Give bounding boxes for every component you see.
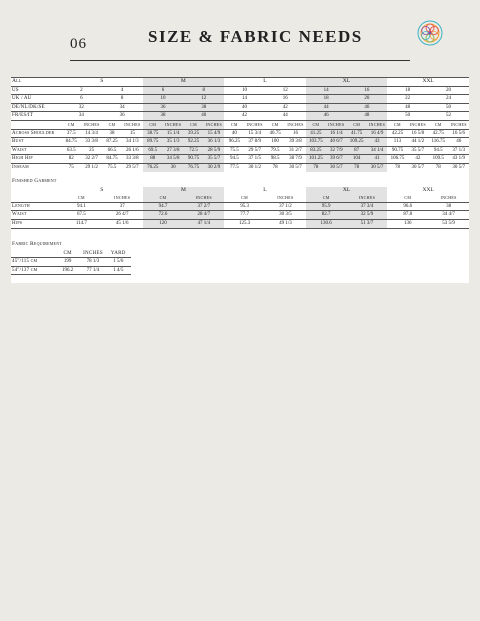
table-cell: 94.7 (143, 202, 184, 211)
table-cell: 16 1/4 (326, 129, 346, 138)
table-cell: 30 5/7 (448, 163, 469, 171)
table-cell: 18 (387, 86, 428, 95)
unit-header: CM (67, 121, 75, 127)
table-cell: 30 5/7 (367, 163, 387, 171)
table-row (11, 138, 469, 147)
table-cell: 38.75 (143, 129, 163, 138)
row-label (11, 120, 61, 129)
table-cell: 30 5/7 (326, 163, 346, 171)
table-cell: 34 (61, 112, 102, 121)
table-row (11, 86, 469, 95)
table-cell: 116.75 (428, 138, 448, 147)
unit-header: INCHES (163, 120, 183, 129)
table-cell: 42 (408, 155, 428, 164)
table-cell: 109.25 (346, 138, 366, 147)
table-cell: 20 (428, 86, 469, 95)
row-label: Waist (11, 211, 61, 220)
table-cell: 1 4/5 (106, 266, 131, 275)
unit-header: CM (143, 120, 163, 129)
table-cell: 113 (387, 138, 407, 147)
table-cell: 75.5 (224, 146, 244, 155)
table-cell: 28 5/9 (204, 146, 224, 155)
table-cell: 40 (224, 103, 265, 112)
table-cell: 15 1/4 (163, 129, 183, 138)
table-cell: 14 (224, 95, 265, 104)
table-cell: 125.3 (224, 219, 265, 228)
table-cell: 95.3 (224, 202, 265, 211)
table-cell: 30 5/7 (285, 163, 305, 171)
table-cell: 50 (387, 112, 428, 121)
fabric-requirement-heading: Fabric Requirement (12, 240, 62, 247)
size-group-header: M (143, 187, 225, 195)
table-cell: 44 (265, 112, 306, 121)
table-cell: 46 (346, 103, 387, 112)
row-label (11, 194, 61, 202)
size-group-header: XXL (422, 186, 434, 193)
table-cell: 34 1/4 (367, 146, 387, 155)
table-cell: 10 (143, 95, 184, 104)
table-cell: 8 (183, 86, 224, 95)
table-cell: 35 5/7 (408, 146, 428, 155)
table-cell: 41.25 (306, 129, 326, 138)
table-cell: 30 (163, 163, 183, 171)
table-cell: 30 3/5 (265, 211, 306, 220)
unit-header: CM (306, 194, 347, 202)
table-cell: 87 (346, 146, 366, 155)
table-cell: 84.75 (61, 138, 81, 147)
table-cell: 90.75 (183, 155, 203, 164)
table-cell: 30 1/2 (245, 163, 265, 171)
table-cell: 10 (224, 86, 265, 95)
table-cell: 42 (224, 112, 265, 121)
row-label: 45"/115 cm (11, 258, 55, 267)
table-cell: 4 (102, 86, 143, 95)
table-cell: 78 1/3 (80, 258, 105, 267)
table-cell: 77.7 (224, 211, 265, 220)
table-cell: 20 (346, 95, 387, 104)
fabric-requirement-table (11, 250, 131, 276)
table-cell: 50 (428, 103, 469, 112)
table-cell: 79.5 (265, 146, 285, 155)
table-cell: 29 5/7 (122, 163, 142, 171)
table-cell: 95.9 (306, 202, 347, 211)
table-cell: 89.75 (143, 138, 163, 147)
table-cell: 37 2/7 (183, 202, 224, 211)
table-cell: 29 1/2 (81, 163, 101, 171)
table-cell: 42.25 (387, 129, 407, 138)
row-label: FR/ES/IT (11, 112, 61, 121)
table-cell: 40.75 (265, 129, 285, 138)
row-label: Hips (11, 219, 61, 228)
table-cell: 35 1/3 (163, 138, 183, 147)
size-group-header: M (143, 78, 225, 87)
table-cell: 69.5 (143, 146, 163, 155)
table-row (11, 266, 131, 275)
unit-header: INCHES (450, 121, 467, 127)
unit-header: INCHES (183, 194, 224, 202)
table-cell: 29 5/7 (245, 146, 265, 155)
table-cell: 27 3/8 (163, 146, 183, 155)
table-cell: 52 (428, 112, 469, 121)
unit-header: CM (61, 194, 102, 202)
table-cell: 15 (122, 129, 142, 138)
table-row (11, 211, 469, 220)
unit-header: INCHES (204, 120, 224, 129)
unit-header: CM (230, 121, 238, 127)
table-cell: 40 6/7 (326, 138, 346, 147)
table-cell: 109.5 (428, 155, 448, 164)
table-cell: 37 1/5 (245, 155, 265, 164)
table-cell: 31 2/7 (285, 146, 305, 155)
table-cell: 78 (428, 163, 448, 171)
table-cell: 38 (143, 112, 184, 121)
table-cell: 77.5 (224, 163, 244, 171)
table-cell: 130.6 (306, 219, 347, 228)
unit-header: INCHES (428, 194, 469, 202)
size-group-header: S (100, 186, 104, 193)
unit-header: CM (143, 194, 184, 202)
table-cell: 14 (306, 86, 347, 95)
table-cell: 37 8/9 (245, 138, 265, 147)
table-cell: 51 3/7 (347, 219, 388, 228)
table-row (11, 103, 469, 112)
table-cell: 1 5/6 (106, 258, 131, 267)
table-cell: 34 1/3 (122, 138, 142, 147)
size-group-header: XL (306, 78, 388, 87)
table-cell: 36 (102, 112, 143, 121)
unit-header: INCHES (347, 194, 388, 202)
row-label: 54"/137 cm (11, 266, 55, 275)
table-cell: 76.75 (183, 163, 203, 171)
table-cell: 98.5 (265, 155, 285, 164)
table-cell: 76.25 (143, 163, 163, 171)
unit-header: CM (346, 120, 366, 129)
unit-header: INCHES (80, 250, 105, 258)
title-divider (70, 60, 410, 61)
table-cell: 16 (346, 86, 387, 95)
size-group-header: L (224, 78, 306, 87)
unit-header: CM (183, 120, 203, 129)
table-cell: 15 3/4 (245, 129, 265, 138)
table-cell: 88 (143, 155, 163, 164)
table-cell: 32 5/9 (347, 211, 388, 220)
table-cell: 25 (81, 146, 101, 155)
table-cell: 37.5 (61, 129, 81, 138)
table-cell: 78 (265, 163, 285, 171)
unit-header: CM (434, 121, 442, 127)
size-group-header: L (263, 186, 267, 193)
finished-garment-heading: Finished Garment (12, 177, 57, 184)
size-group-header-row (11, 187, 469, 195)
table-cell: 78 (306, 163, 326, 171)
unit-header: CM (271, 121, 279, 127)
mandala-logo-icon (417, 20, 443, 46)
table-cell: 66.5 (102, 146, 122, 155)
table-cell: 37 (102, 202, 143, 211)
unit-header: INCHES (102, 194, 143, 202)
row-label: Bust (11, 138, 61, 147)
table-cell: 44 (306, 103, 347, 112)
table-cell: 96.25 (224, 138, 244, 147)
table-cell: 87.8 (387, 211, 428, 220)
table-cell: 106.75 (387, 155, 407, 164)
table-cell: 38 7/9 (285, 155, 305, 164)
table-row (11, 258, 131, 267)
table-cell: 34 (102, 103, 143, 112)
table-cell: 72.6 (143, 211, 184, 220)
unit-header: INCHES (246, 121, 263, 127)
table-cell: 196.2 (55, 266, 80, 275)
table-row (11, 155, 469, 164)
row-label (11, 250, 55, 258)
table-cell: 32 (61, 103, 102, 112)
table-cell: 34 4/7 (428, 211, 469, 220)
unit-header: CM (306, 120, 326, 129)
unit-header: INCHES (287, 121, 304, 127)
row-label: UK / AU (11, 95, 61, 104)
table-cell: 63.5 (61, 146, 81, 155)
table-cell: 14 3/4 (81, 129, 101, 138)
table-cell: 39 6/7 (326, 155, 346, 164)
table-cell: 44 1/2 (408, 138, 428, 147)
table-cell: 45 1/6 (102, 219, 143, 228)
table-cell: 2 (61, 86, 102, 95)
table-cell: 41 (367, 155, 387, 164)
table-cell: 84.75 (102, 155, 122, 164)
table-cell: 39 3/8 (285, 138, 305, 147)
table-cell: 40 (183, 112, 224, 121)
table-cell: 8 (102, 95, 143, 104)
table-cell: 37 1/3 (448, 146, 469, 155)
table-cell: 24 (428, 95, 469, 104)
table-cell: 43 1/9 (448, 155, 469, 164)
unit-header: INCHES (124, 121, 141, 127)
table-cell: 42.75 (428, 129, 448, 138)
table-cell: 136 (387, 219, 428, 228)
row-label: All (11, 78, 61, 87)
table-cell: 37 1/2 (265, 202, 306, 211)
page-title: SIZE & FABRIC NEEDS (148, 27, 363, 46)
table-row (11, 95, 469, 104)
table-cell: 83.25 (306, 146, 326, 155)
table-cell: 92.25 (183, 138, 203, 147)
row-label (11, 187, 61, 195)
table-cell: 96.6 (387, 202, 428, 211)
table-cell: 12 (183, 95, 224, 104)
table-cell: 90.75 (387, 146, 407, 155)
table-cell: 6 (61, 95, 102, 104)
table-cell: 30 5/7 (408, 163, 428, 171)
table-cell: 82 (61, 155, 81, 164)
table-cell: 40 (224, 129, 244, 138)
size-chart-sheet (11, 77, 469, 283)
table-cell: 100 (265, 138, 285, 147)
table-cell: 42 (265, 103, 306, 112)
unit-header-row (11, 250, 131, 258)
table-cell: 34 5/8 (163, 155, 183, 164)
unit-header: YARD (106, 250, 131, 258)
table-row (11, 163, 469, 171)
size-group-header-row (11, 78, 469, 87)
table-cell: 16 (285, 129, 305, 138)
table-cell: 49 1/3 (265, 219, 306, 228)
table-cell: 38 (102, 129, 122, 138)
table-cell: 114.7 (61, 219, 102, 228)
table-cell: 26 4/7 (102, 211, 143, 220)
table-cell: 38 (183, 103, 224, 112)
table-row (11, 146, 469, 155)
table-cell: 199 (55, 258, 80, 267)
unit-header: INCHES (409, 121, 426, 127)
size-group-header: S (61, 78, 143, 87)
row-label: High Hip (11, 155, 61, 164)
table-cell: 78 (387, 163, 407, 171)
table-cell: 77 1/4 (80, 266, 105, 275)
page-number: 06 (70, 36, 87, 52)
table-cell: 120 (143, 219, 184, 228)
size-group-header: XL (306, 187, 388, 195)
table-cell: 16 5/8 (408, 129, 428, 138)
table-cell: 16 4/9 (367, 129, 387, 138)
unit-header: CM (55, 250, 80, 258)
table-cell: 26 1/6 (122, 146, 142, 155)
unit-header: INCHES (367, 120, 387, 129)
table-cell: 101.25 (306, 155, 326, 164)
table-cell: 67.5 (61, 211, 102, 220)
table-cell: 18 (306, 95, 347, 104)
table-cell: 36 (143, 103, 184, 112)
table-cell: 43 (367, 138, 387, 147)
table-cell: 37 3/4 (347, 202, 388, 211)
table-cell: 35 5/7 (204, 155, 224, 164)
table-cell: 46 (306, 112, 347, 121)
row-label: Inseam (11, 163, 61, 171)
table-row (11, 202, 469, 211)
table-cell: 38 (428, 202, 469, 211)
row-label: Length (11, 202, 61, 211)
unit-header: CM (108, 121, 116, 127)
table-cell: 47 1/4 (183, 219, 224, 228)
unit-header: INCHES (265, 194, 306, 202)
table-cell: 15 4/9 (204, 129, 224, 138)
row-label: DE/NL/DK/SE (11, 103, 61, 112)
table-cell: 6 (143, 86, 184, 95)
table-cell: 87.25 (102, 138, 122, 147)
unit-header: CM (224, 194, 265, 202)
table-cell: 48 (387, 103, 428, 112)
table-cell: 75.5 (102, 163, 122, 171)
table-cell: 36 1/3 (204, 138, 224, 147)
unit-header: INCHES (83, 121, 100, 127)
row-label: Waist (11, 146, 61, 155)
table-cell: 94.5 (224, 155, 244, 164)
table-cell: 30 2/9 (204, 163, 224, 171)
unit-header-row (11, 120, 469, 129)
table-cell: 104 (346, 155, 366, 164)
table-cell: 33 3/8 (81, 138, 101, 147)
row-label: US (11, 86, 61, 95)
table-cell: 16 5/6 (448, 129, 469, 138)
table-cell: 94.1 (61, 202, 102, 211)
unit-header: CM (387, 194, 428, 202)
table-cell: 82.7 (306, 211, 347, 220)
unit-header-row (11, 194, 469, 202)
table-cell: 32 2/7 (81, 155, 101, 164)
table-row (11, 112, 469, 121)
unit-header: CM (394, 121, 401, 127)
table-cell: 41.75 (346, 129, 366, 138)
table-row (11, 219, 469, 228)
table-cell: 46 (448, 138, 469, 147)
table-cell: 103.75 (306, 138, 326, 147)
table-cell: 28 4/7 (183, 211, 224, 220)
table-cell: 32 7/9 (326, 146, 346, 155)
table-cell: 16 (265, 95, 306, 104)
table-cell: 94.5 (428, 146, 448, 155)
size-chart-table (11, 77, 469, 172)
table-cell: 48 (346, 112, 387, 121)
table-cell: 78 (346, 163, 366, 171)
table-cell: 33 3/8 (122, 155, 142, 164)
table-cell: 39.25 (183, 129, 203, 138)
table-cell: 53 5/9 (428, 219, 469, 228)
table-cell: 75 (61, 163, 81, 171)
row-label: Across Shoulder (11, 129, 61, 138)
table-cell: 12 (265, 86, 306, 95)
table-row (11, 129, 469, 138)
table-cell: 22 (387, 95, 428, 104)
table-cell: 72.5 (183, 146, 203, 155)
size-group-header: XXL (387, 78, 469, 87)
unit-header: INCHES (326, 120, 346, 129)
finished-garment-table (11, 187, 469, 229)
